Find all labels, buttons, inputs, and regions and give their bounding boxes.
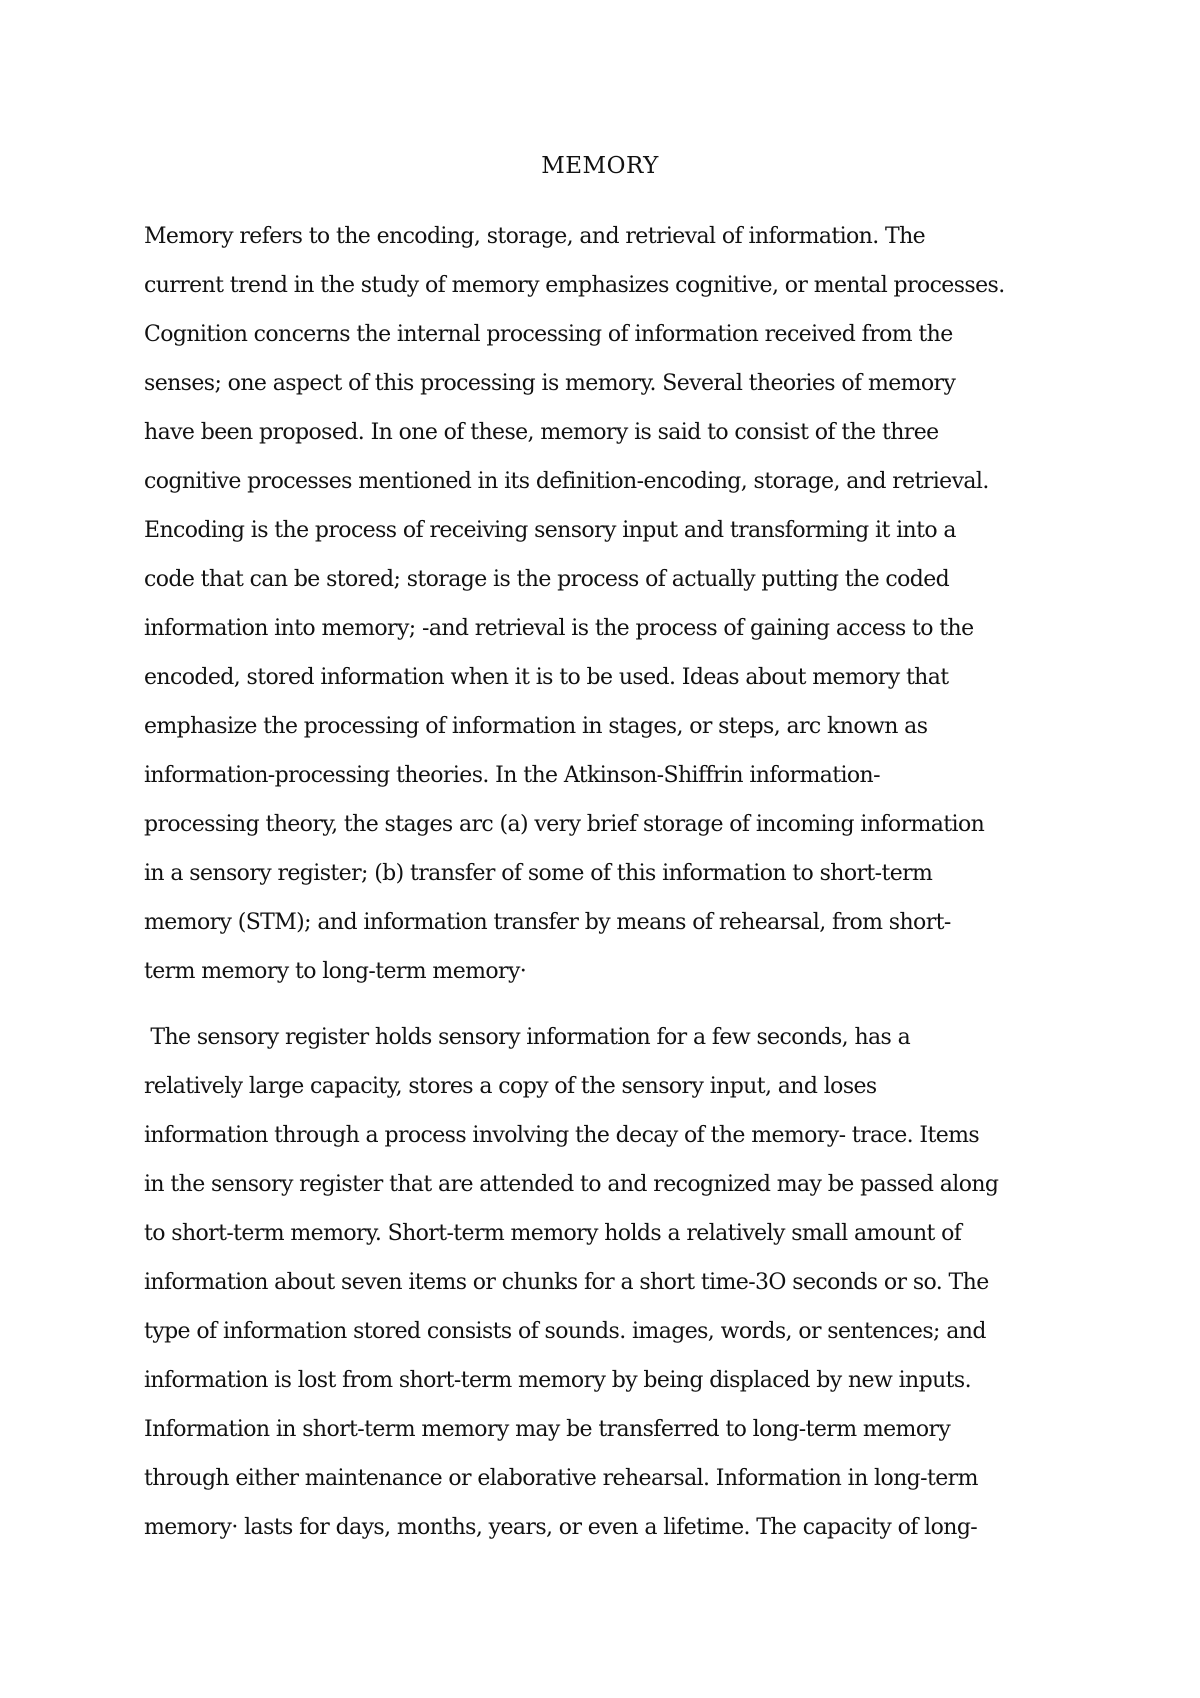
text-line: Memory refers to the encoding, storage, and retrieval of information. The: [144, 224, 926, 249]
text-line: through either maintenance or elaborative rehearsal. Information in long-term: [144, 1466, 978, 1491]
text-line: type of information stored consists of sounds. images, words, or sentences; and: [144, 1319, 986, 1344]
text-line: information into memory; -and retrieval is the process of gaining access to the: [144, 616, 974, 641]
text-line: information through a process involving the decay of the memory- trace. Items: [144, 1123, 980, 1148]
text-line: memory (STM); and information transfer by means of rehearsal, from short-: [144, 910, 951, 935]
text-line: senses; one aspect of this processing is memory. Several theories of memory: [144, 371, 956, 396]
text-line: information about seven items or chunks for a short time-3O seconds or so. The: [144, 1270, 989, 1295]
text-line: in a sensory register; (b) transfer of some of this information to short-term: [144, 861, 933, 886]
text-line: relatively large capacity, stores a copy of the sensory input, and loses: [144, 1074, 877, 1099]
text-line: The sensory register holds sensory information for a few seconds, has a: [144, 1025, 911, 1050]
document-title: MEMORY: [541, 153, 659, 179]
text-line: to short-term memory. Short-term memory holds a relatively small amount of: [144, 1221, 962, 1246]
text-line: term memory to long-term memory·: [144, 959, 527, 984]
text-line: information is lost from short-term memory by being displaced by new inputs.: [144, 1368, 971, 1393]
text-line: code that can be stored; storage is the process of actually putting the coded: [144, 567, 950, 592]
text-line: Encoding is the process of receiving sensory input and transforming it into a: [144, 518, 956, 543]
text-line: current trend in the study of memory emphasizes cognitive, or mental processes.: [144, 273, 1005, 298]
text-line: memory· lasts for days, months, years, or even a lifetime. The capacity of long-: [144, 1515, 978, 1540]
text-line: processing theory, the stages arc (a) very brief storage of incoming information: [144, 812, 985, 837]
text-line: cognitive processes mentioned in its definition-encoding, storage, and retrieval.: [144, 469, 989, 494]
text-line: information-processing theories. In the Atkinson-Shiffrin information-: [144, 763, 880, 788]
text-line: encoded, stored information when it is to be used. Ideas about memory that: [144, 665, 949, 690]
text-line: have been proposed. In one of these, memory is said to consist of the three: [144, 420, 939, 445]
paragraph-2: [144, 1013, 1064, 1552]
paragraph-1: [144, 212, 1064, 996]
text-line: Cognition concerns the internal processing of information received from the: [144, 322, 953, 347]
text-line: Information in short-term memory may be transferred to long-term memory: [144, 1417, 951, 1442]
text-line: emphasize the processing of information in stages, or steps, arc known as: [144, 714, 928, 739]
text-line: in the sensory register that are attended to and recognized may be passed along: [144, 1172, 999, 1197]
